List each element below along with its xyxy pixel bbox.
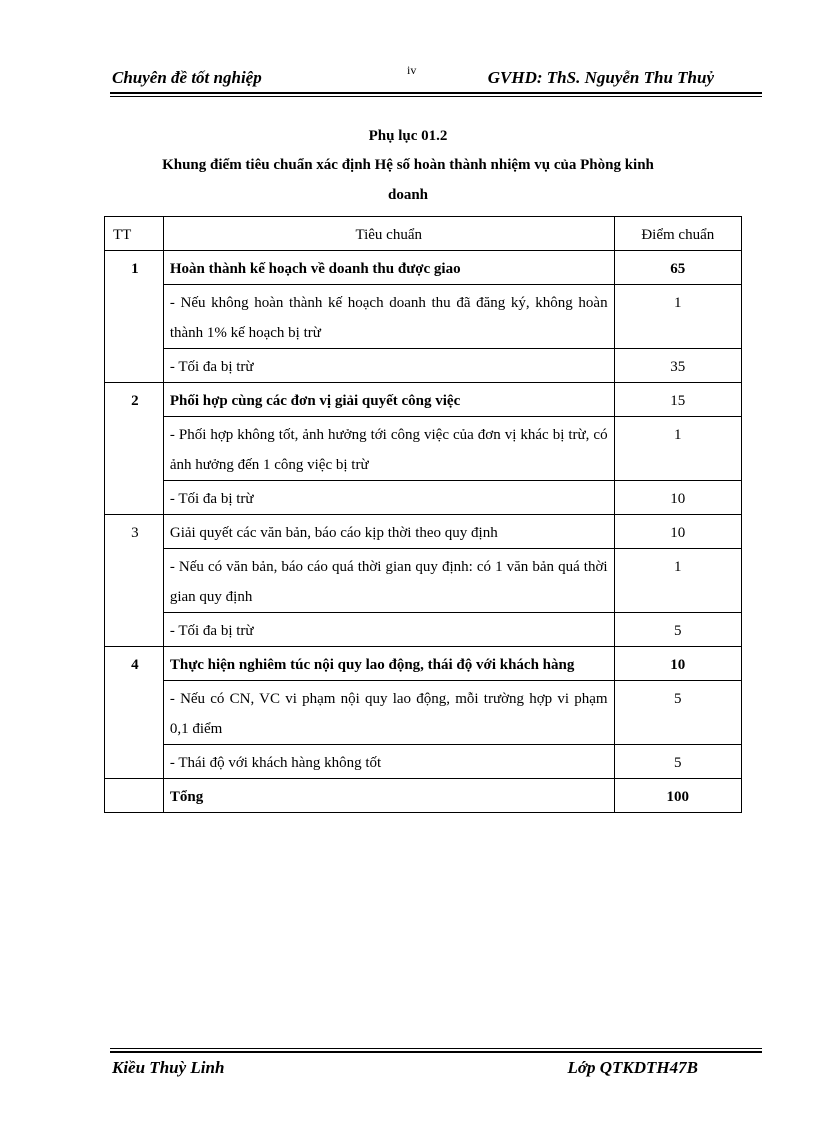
appendix-number: Phụ lục 01.2: [368, 128, 448, 144]
criteria-table: [104, 216, 742, 813]
total-empty-cell: [105, 779, 164, 813]
page-header: [110, 60, 762, 100]
header-tt: TT: [105, 217, 164, 251]
criterion-points: 5: [614, 681, 741, 745]
criterion-sub: - Tối đa bị trừ: [163, 613, 614, 647]
table-row: [105, 515, 742, 549]
table-row: [105, 745, 742, 779]
header-criteria: Tiêu chuẩn: [163, 217, 614, 251]
table-row: [105, 613, 742, 647]
total-points: 100: [614, 779, 741, 813]
criterion-main: Thực hiện nghiêm túc nội quy lao động, thái độ với khách hàng: [163, 647, 614, 681]
header-rule-thin: [110, 96, 762, 97]
row-number: 3: [105, 515, 164, 647]
criterion-points: 15: [614, 383, 741, 417]
table-row: [105, 383, 742, 417]
row-number: 1: [105, 251, 164, 383]
criterion-sub: - Tối đa bị trừ: [163, 481, 614, 515]
footer-rule-thin: [110, 1048, 762, 1049]
criterion-points: 1: [614, 417, 741, 481]
page-footer: [110, 1048, 762, 1088]
table-row: [105, 549, 742, 613]
criterion-sub: - Nếu không hoàn thành kế hoạch doanh thu đã đăng ký, không hoàn thành 1% kế hoạch bị trừ: [163, 285, 614, 349]
appendix-title-line-1: Khung điểm tiêu chuẩn xác định Hệ số hoàn thành nhiệm vụ của Phòng kinh: [162, 157, 654, 173]
header-right-text: GVHD: ThS. Nguyễn Thu Thuỷ: [487, 68, 714, 87]
criterion-points: 10: [614, 481, 741, 515]
table-row: [105, 417, 742, 481]
page-number: iv: [407, 63, 417, 77]
criterion-sub: - Nếu có văn bản, báo cáo quá thời gian quy định: có 1 văn bản quá thời gian quy định: [163, 549, 614, 613]
criterion-main: Hoàn thành kế hoạch về doanh thu được giao: [163, 251, 614, 285]
row-number: 2: [105, 383, 164, 515]
criterion-points: 65: [614, 251, 741, 285]
table-row: [105, 481, 742, 515]
criterion-points: 1: [614, 285, 741, 349]
criterion-sub: - Thái độ với khách hàng không tốt: [163, 745, 614, 779]
table-row: [105, 681, 742, 745]
criterion-sub: - Nếu có CN, VC vi phạm nội quy lao động, mỗi trường hợp vi phạm 0,1 điểm: [163, 681, 614, 745]
footer-author: Kiều Thuỳ Linh: [112, 1058, 225, 1077]
criterion-points: 10: [614, 647, 741, 681]
criterion-main: Phối hợp cùng các đơn vị giải quyết công việc: [163, 383, 614, 417]
header-left-text: Chuyên đề tốt nghiệp: [112, 68, 262, 87]
table-row: [105, 349, 742, 383]
table-row: [105, 251, 742, 285]
criterion-points: 10: [614, 515, 741, 549]
criterion-sub: - Phối hợp không tốt, ảnh hưởng tới công việc của đơn vị khác bị trừ, có ảnh hưởng đến 1 công việc bị trừ: [163, 417, 614, 481]
total-label: Tổng: [163, 779, 614, 813]
criterion-points: 5: [614, 613, 741, 647]
table-header-row: [105, 217, 742, 251]
row-number: 4: [105, 647, 164, 779]
header-rule-thick: [110, 92, 762, 94]
criterion-points: 35: [614, 349, 741, 383]
header-points: Điểm chuẩn: [614, 217, 741, 251]
criterion-points: 1: [614, 549, 741, 613]
table-row: [105, 285, 742, 349]
criterion-points: 5: [614, 745, 741, 779]
table-total-row: [105, 779, 742, 813]
footer-class: Lớp QTKDTH47B: [567, 1058, 698, 1077]
criterion-main: Giải quyết các văn bản, báo cáo kịp thời theo quy định: [163, 515, 614, 549]
table-row: [105, 647, 742, 681]
footer-rule-thick: [110, 1051, 762, 1053]
criterion-sub: - Tối đa bị trừ: [163, 349, 614, 383]
appendix-title-line-2: doanh: [387, 187, 429, 203]
